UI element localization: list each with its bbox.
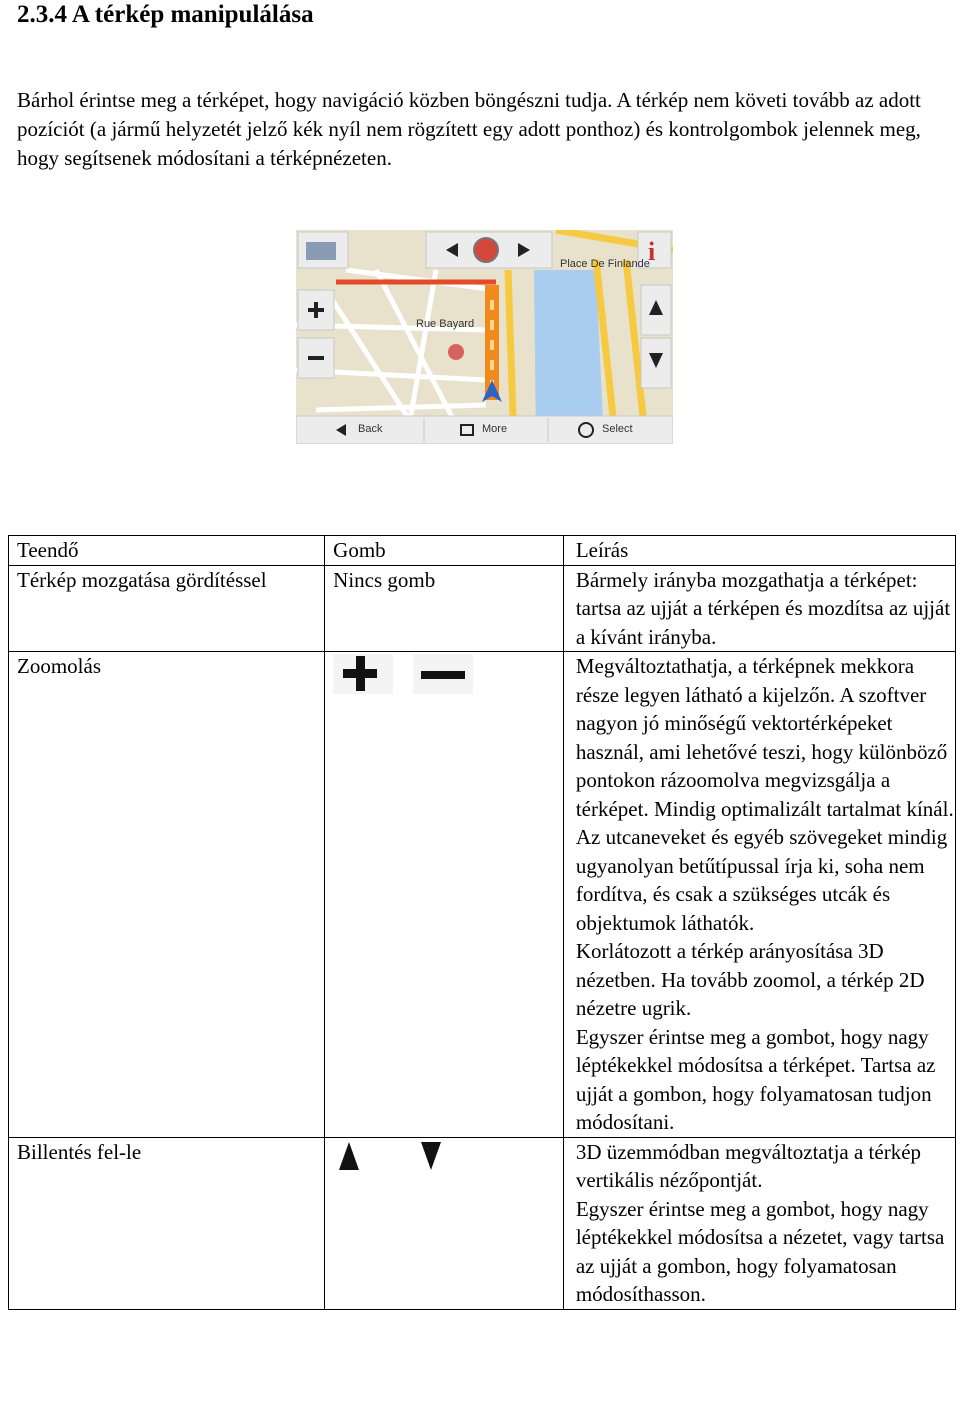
select-button[interactable]: Select [602, 423, 633, 435]
description-cell: Megváltoztathatja, a térképnek mekkora része legyen látható a kijelzőn. A szoftver nagyon jó minőségű vektortérképeket használ, ami lehetővé teszi, hogy különböző pontokon rázoomolva megvizsgálja a térképet. Mindig optimalizált tartalmat kínál. Az utcaneveket és egyéb szövegeket mindig ugyanolyan betűtípussal írja ki, soha nem fordítva, és csak a szükséges utcák és objektumok láthatók. Korlátozott a térkép arányosítása 3D nézetben. Ha tovább zoomol, a térkép 2D nézetre ugrik. Egyszer érintse meg a gombot, hogy nagy léptékekkel módosítsa a térképet. Tartsa az ujját a gombon, hogy folyamatosan tudjon módosítani. [563, 652, 955, 1138]
svg-text:i: i [648, 237, 656, 266]
action-cell: Zoomolás [9, 652, 325, 1138]
map-label-road: Rue Bayard [416, 318, 475, 330]
button-cell: Nincs gomb [325, 565, 564, 652]
description-cell: Bármely irányba mozgathatja a térképet: tartsa az ujját a térképen és mozdítsa az ujját a kívánt irányba. [563, 565, 955, 652]
table-header: Leírás [563, 536, 955, 566]
intro-paragraph: Bárhol érintse meg a térképet, hogy navigáció közben böngészni tudja. A térkép nem követi tovább az adott pozíciót (a jármű helyzetét jelző kék nyíl nem rögzített egy adott ponthoz) és kontrolgombok jelennek meg, hogy segítsenek módosítani a térképnézeten. [17, 88, 921, 170]
triangle-down-icon [419, 1140, 443, 1172]
back-button[interactable]: Back [358, 423, 383, 435]
map-screenshot [296, 230, 673, 444]
button-cell [325, 652, 564, 1138]
description-cell: 3D üzemmódban megváltoztatja a térkép vertikális nézőpontját. Egyszer érintse meg a gombot, hogy nagy léptékekkel módosítsa a nézetet, vagy tartsa az ujját a gombon, hogy folyamatosan módosíthasson. [563, 1137, 955, 1309]
section-heading: 2.3.4 A térkép manipulálása [17, 1, 314, 28]
table-header: Gomb [325, 536, 564, 566]
table-header: Teendő [9, 536, 325, 566]
more-button[interactable]: More [482, 423, 508, 435]
controls-table [8, 535, 956, 1310]
table-row [9, 1137, 956, 1309]
map-label-place: Place De Finlande [560, 258, 650, 270]
action-cell: Billentés fel-le [9, 1137, 325, 1309]
table-row [9, 652, 956, 1138]
table-header-row [9, 536, 956, 566]
plus-icon [333, 654, 393, 694]
button-cell [325, 1137, 564, 1309]
poi-marker-icon [448, 344, 464, 360]
triangle-up-icon [337, 1140, 361, 1172]
action-cell: Térkép mozgatása gördítéssel [9, 565, 325, 652]
minus-icon [413, 654, 473, 694]
table-row [9, 565, 956, 652]
